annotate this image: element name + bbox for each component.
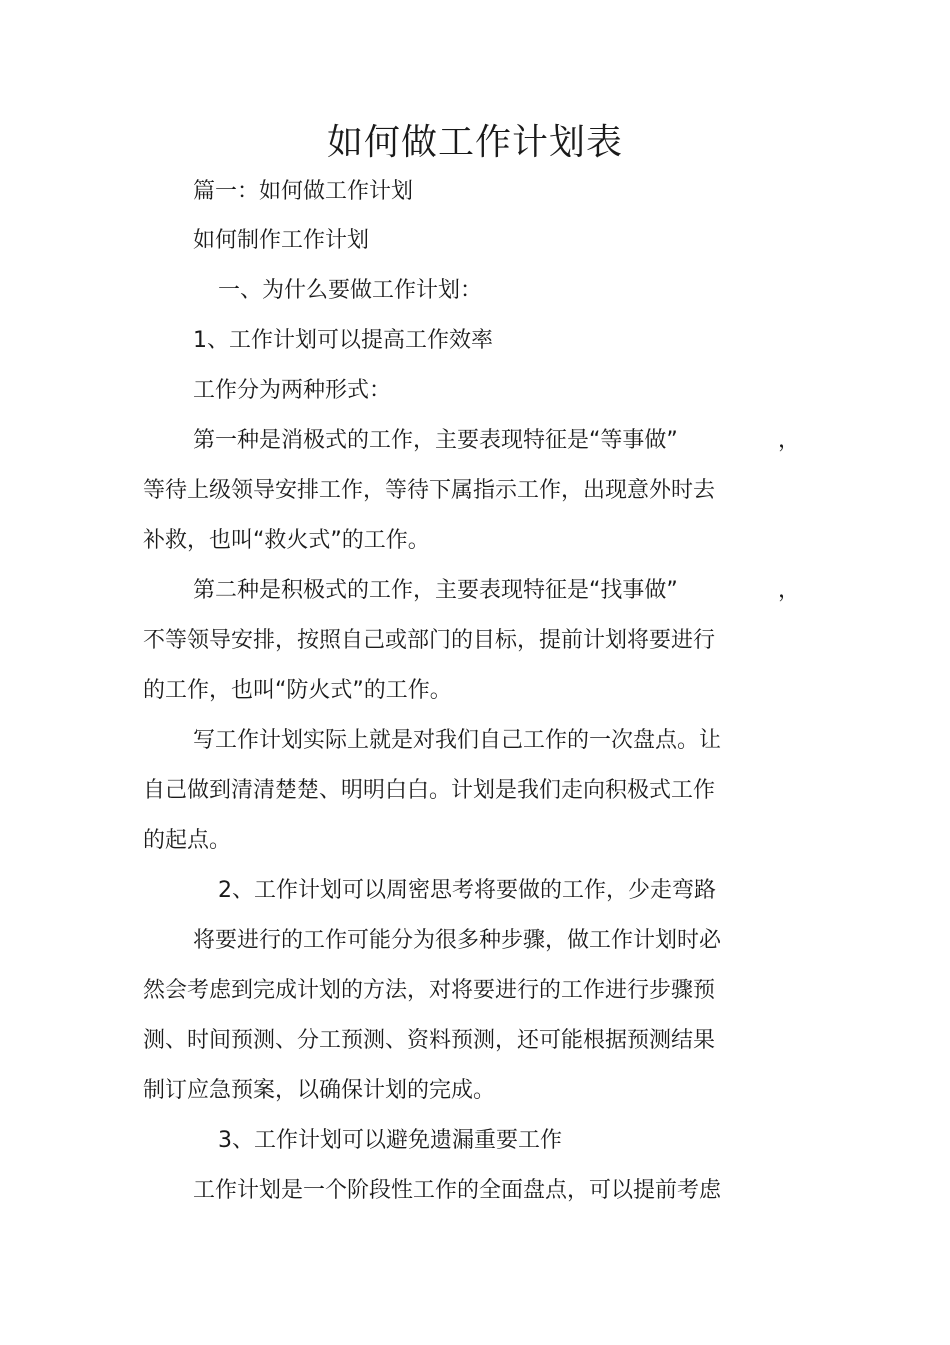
paragraph-line: 测、时间预测、分工预测、资料预测，还可能根据预测结果 [143,1028,716,1053]
paragraph-line: 写工作计划实际上就是对我们自己工作的一次盘点。让 [193,728,722,753]
numbered-heading-2: 2、工作计划可以周密思考将要做的工作，少走弯路 [218,878,716,903]
section-heading-1: 篇一：如何做工作计划 [193,179,414,204]
paragraph-line: 补救，也叫“救火式”的工作。 [143,528,430,553]
paragraph-line: 将要进行的工作可能分为很多种步骤，做工作计划时必 [193,928,722,953]
paragraph-line: 工作计划是一个阶段性工作的全面盘点，可以提前考虑 [193,1178,722,1203]
paragraph-line: 的工作，也叫“防火式”的工作。 [143,678,452,703]
paragraph-line: 不等领导安排，按照自己或部门的目标，提前计划将要进行 [143,628,716,653]
paragraph-line: 然会考虑到完成计划的方法，对将要进行的工作进行步骤预 [143,978,716,1003]
paragraph-line: 工作分为两种形式： [193,378,392,403]
paragraph-line: 等待上级领导安排工作，等待下属指示工作，出现意外时去 [143,478,716,503]
paragraph-line: 第二种是积极式的工作，主要表现特征是“找事做” [193,578,678,603]
trailing-comma: ， [778,428,801,453]
paragraph-line: 的起点。 [143,828,232,853]
trailing-comma: ， [778,578,801,603]
paragraph-line: 自己做到清清楚楚、明明白白。计划是我们走向积极式工作 [143,778,716,803]
subsection-heading: 一、为什么要做工作计划： [218,278,483,303]
numbered-heading-1: 1、工作计划可以提高工作效率 [193,328,493,353]
numbered-heading-3: 3、工作计划可以避免遗漏重要工作 [218,1128,562,1153]
paragraph-line: 如何制作工作计划 [193,228,370,253]
paragraph-line: 制订应急预案，以确保计划的完成。 [143,1078,496,1103]
document-title: 如何做工作计划表 [326,122,623,163]
paragraph-line: 第一种是消极式的工作，主要表现特征是“等事做” [193,428,678,453]
